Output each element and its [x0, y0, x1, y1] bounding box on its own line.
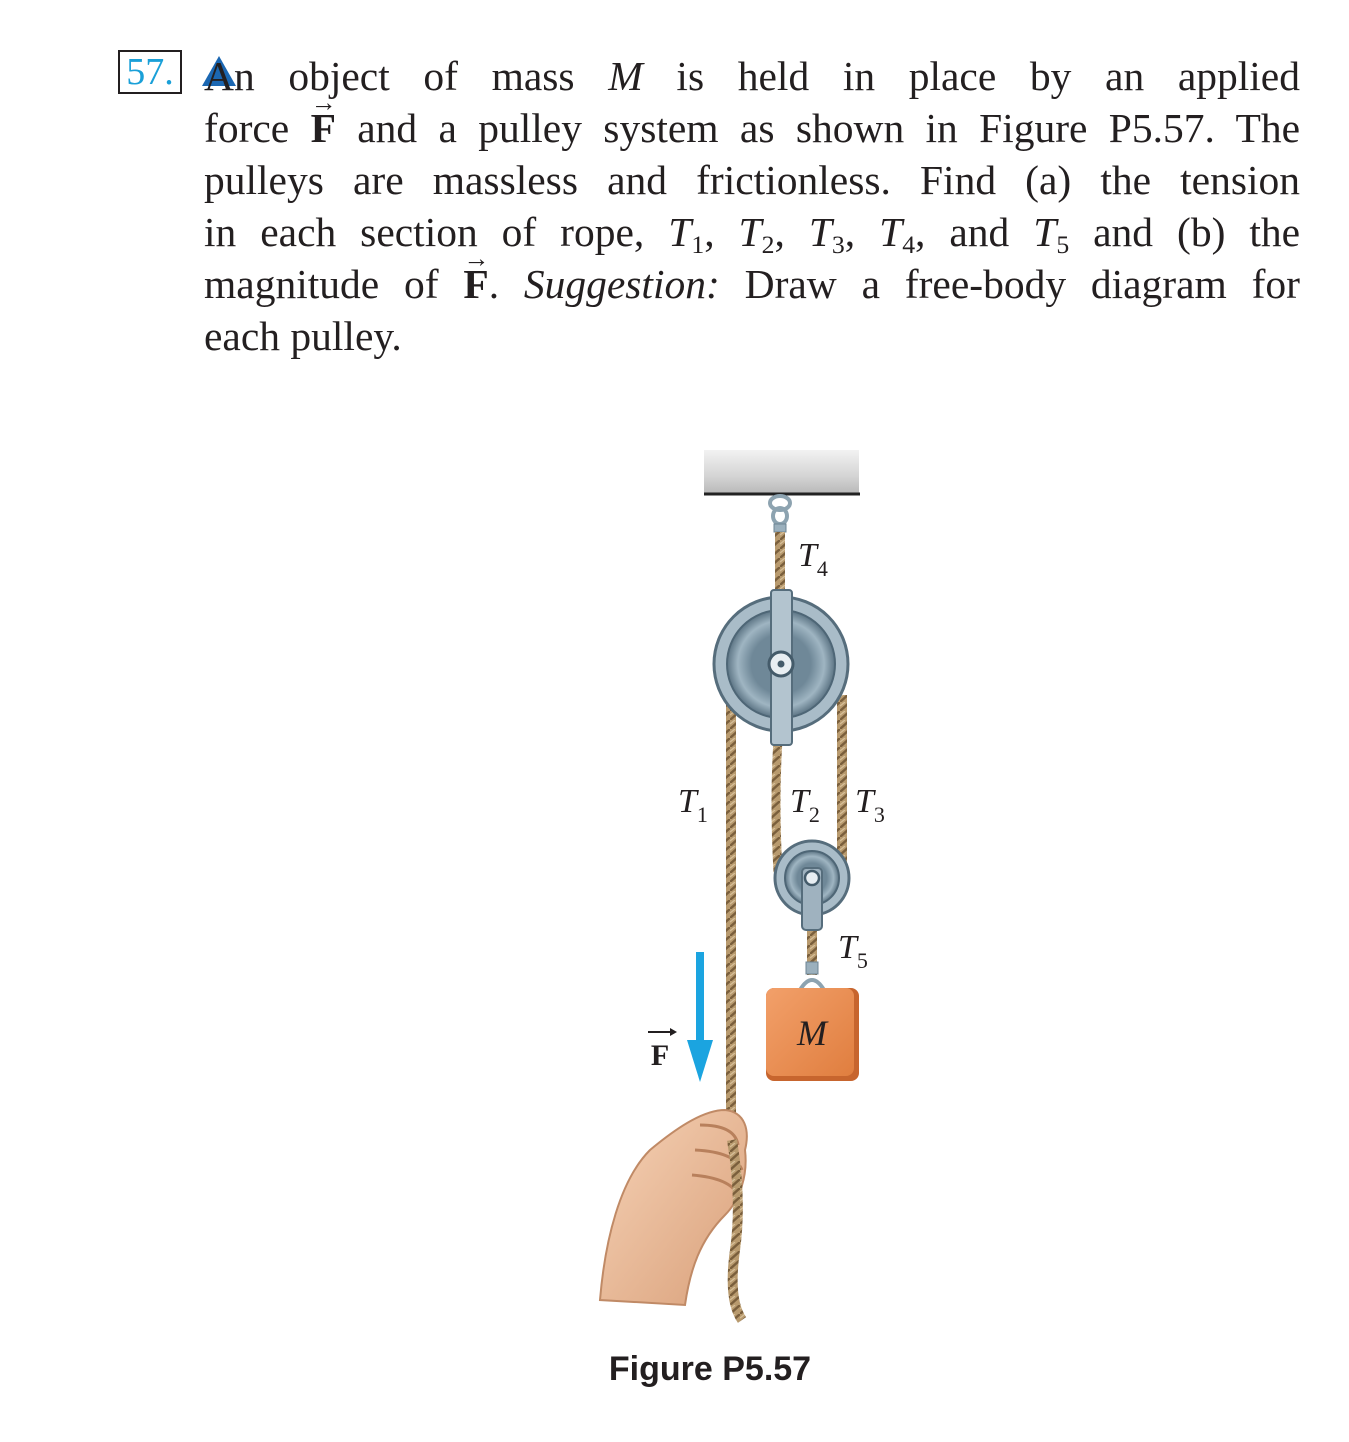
problem-line: in each section of rope, $T_1$, $T_2$, $T_3$, $T_4$, and $T_5$ and (b) the — [204, 209, 1301, 260]
problem-number: 57. — [118, 50, 182, 94]
problem-line: force → F and a pulley system as shown in Figure P5.57. The — [204, 102, 1300, 154]
mass-block — [766, 988, 859, 1081]
problem-line: magnitude of → F. Suggestion: Draw a free-body diagram for — [204, 258, 1300, 310]
problem-line: An object of mass M is held in place by an applied — [204, 53, 1300, 99]
svg-text:F: F — [650, 1039, 670, 1072]
force-vector-symbol: → F — [311, 105, 336, 151]
mass-label: M — [797, 1013, 827, 1053]
rope-tail — [732, 1140, 742, 1320]
force-arrow — [687, 952, 713, 1082]
tension-symbol: $T_5$ — [1033, 209, 1070, 260]
block-hook — [800, 962, 824, 990]
label-t4: $T_4$ — [798, 537, 828, 581]
force-vector-symbol: → F — [463, 261, 488, 307]
problem-line: pulleys are massless and frictionless. Find (a) the tension — [204, 157, 1300, 203]
label-t5: $T_5$ — [838, 929, 868, 973]
force-label — [648, 1028, 677, 1072]
problem-line: each pulley. — [204, 313, 402, 359]
lower-pulley — [775, 841, 849, 930]
tension-symbol: $T_3$ — [808, 209, 845, 260]
ceiling — [704, 450, 860, 494]
label-t1: $T_1$ — [678, 783, 708, 827]
italic-text: Suggestion: — [523, 261, 720, 307]
italic-text: M — [608, 53, 643, 99]
rope-t1 — [726, 695, 736, 1115]
hand — [600, 1110, 747, 1320]
rope-t2 — [776, 740, 778, 872]
tension-symbol: $T_4$ — [879, 209, 916, 260]
tension-symbol: $T_2$ — [738, 209, 775, 260]
figure-caption: Figure P5.57 — [608, 1350, 812, 1388]
label-t3: $T_3$ — [855, 783, 885, 827]
ceiling-hook — [770, 496, 790, 532]
tension-symbol: $T_1$ — [668, 209, 705, 260]
label-t2: $T_2$ — [790, 783, 820, 827]
